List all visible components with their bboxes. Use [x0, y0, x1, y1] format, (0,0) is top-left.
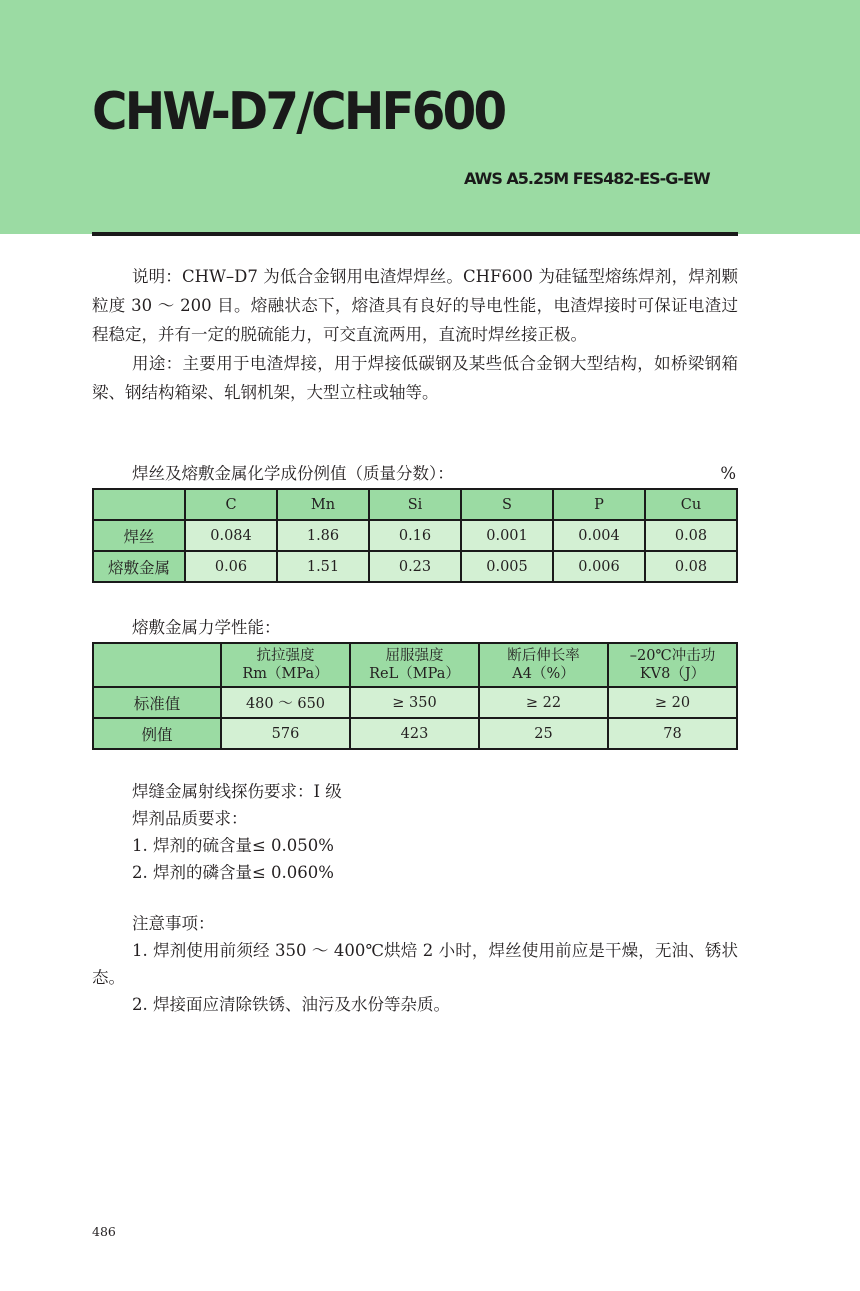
table-cell: 480 ～ 650 — [221, 687, 350, 718]
table-cell: 576 — [221, 718, 350, 749]
flux-quality-item: 2. 焊剂的磷含量≤ 0.060% — [132, 863, 334, 882]
header-line: 抗拉强度 — [256, 648, 315, 664]
header-unit-line: KV8（J） — [639, 666, 706, 682]
table-cell: 0.08 — [645, 551, 737, 582]
usage-text: 主要用于电渣焊接，用于焊接低碳钢及某些低合金钢大型结构，如桥梁钢箱梁、钢结构箱梁、轧钢机架，大型立柱或轴等。 — [92, 354, 739, 402]
table-cell: ≥ 20 — [608, 687, 737, 718]
notes-block — [92, 910, 738, 1018]
table-cell: 0.08 — [645, 520, 737, 551]
header-cell: S — [461, 489, 553, 520]
table-cell: ≥ 22 — [479, 687, 608, 718]
requirements-block — [92, 778, 738, 886]
mechanical-properties-section — [92, 614, 738, 750]
header-unit-line: Rm（MPa） — [242, 666, 329, 682]
header-cell — [608, 643, 737, 687]
header-line: 断后伸长率 — [507, 648, 580, 664]
chemical-composition-table — [92, 488, 738, 583]
header-cell — [93, 489, 185, 520]
note-item: 1. 焊剂使用前须经 350 ～ 400℃烘焙 2 小时，焊丝使用前应是干燥，无油、锈状态。 — [92, 941, 738, 987]
header-cell: Cu — [645, 489, 737, 520]
table-cell: 0.084 — [185, 520, 277, 551]
table-row — [93, 687, 737, 718]
description-label: 说明： — [132, 267, 182, 286]
xray-label: 焊缝金属射线探伤要求： — [132, 782, 314, 801]
unit-label: % — [720, 464, 736, 483]
usage-label: 用途： — [132, 354, 183, 373]
page-number: 486 — [92, 1224, 116, 1239]
header-unit-line: ReL（MPa） — [369, 666, 460, 682]
chemical-composition-section — [92, 460, 738, 583]
header-cell — [93, 643, 221, 687]
note-item: 2. 焊接面应清除铁锈、油污及水份等杂质。 — [132, 995, 450, 1014]
table-header-row — [93, 643, 737, 687]
table-row — [93, 551, 737, 582]
table-cell: 0.005 — [461, 551, 553, 582]
table-cell: 1.51 — [277, 551, 369, 582]
description-text: CHW–D7 为低合金钢用电渣焊焊丝。CHF600 为硅锰型熔练焊剂，焊剂颗粒度 30 ～ 200 目。熔融状态下，熔渣具有良好的导电性能，电渣焊接时可保证电渣过程稳定，并有一定的脱硫能力，可交直流两用，直流时焊丝接正极。 — [92, 267, 739, 344]
flux-quality-title: 焊剂品质要求： — [132, 809, 248, 828]
notes-title: 注意事项： — [132, 914, 215, 933]
chemical-composition-title — [92, 460, 738, 488]
row-label: 焊丝 — [93, 520, 185, 551]
xray-value: I 级 — [313, 782, 342, 801]
header-unit-line: A4（%） — [512, 666, 575, 682]
header-cell — [350, 643, 479, 687]
header-cell — [479, 643, 608, 687]
header-cell — [221, 643, 350, 687]
xray-requirement — [92, 778, 738, 805]
mechanical-properties-title — [92, 614, 738, 642]
header-cell: Si — [369, 489, 461, 520]
chemical-composition-heading: 焊丝及熔敷金属化学成份例值（质量分数）： — [132, 464, 454, 483]
standard-classification: AWS A5.25M FES482-ES-G-EW — [464, 169, 710, 188]
row-label: 熔敷金属 — [93, 551, 185, 582]
table-cell: 0.16 — [369, 520, 461, 551]
mechanical-properties-table — [92, 642, 738, 750]
header-cell: C — [185, 489, 277, 520]
header-line: –20℃冲击功 — [629, 648, 716, 664]
flux-quality-item: 1. 焊剂的硫含量≤ 0.050% — [132, 836, 334, 855]
table-header-row — [93, 489, 737, 520]
header-band — [0, 0, 860, 234]
usage-paragraph — [92, 349, 738, 407]
table-cell: 423 — [350, 718, 479, 749]
table-cell: 25 — [479, 718, 608, 749]
row-label: 例值 — [93, 718, 221, 749]
description-block — [92, 262, 738, 407]
table-cell: 1.86 — [277, 520, 369, 551]
page-title: CHW-D7/CHF600 — [92, 82, 505, 142]
table-cell: 0.004 — [553, 520, 645, 551]
table-row — [93, 718, 737, 749]
mechanical-properties-heading: 熔敷金属力学性能： — [132, 618, 281, 637]
table-row — [93, 520, 737, 551]
table-cell: 78 — [608, 718, 737, 749]
table-cell: 0.23 — [369, 551, 461, 582]
table-cell: 0.006 — [553, 551, 645, 582]
table-cell: 0.06 — [185, 551, 277, 582]
header-line: 屈服强度 — [385, 648, 444, 664]
header-cell: P — [553, 489, 645, 520]
row-label: 标准值 — [93, 687, 221, 718]
header-divider — [92, 232, 738, 236]
table-cell: 0.001 — [461, 520, 553, 551]
header-cell: Mn — [277, 489, 369, 520]
description-paragraph — [92, 262, 738, 349]
table-cell: ≥ 350 — [350, 687, 479, 718]
